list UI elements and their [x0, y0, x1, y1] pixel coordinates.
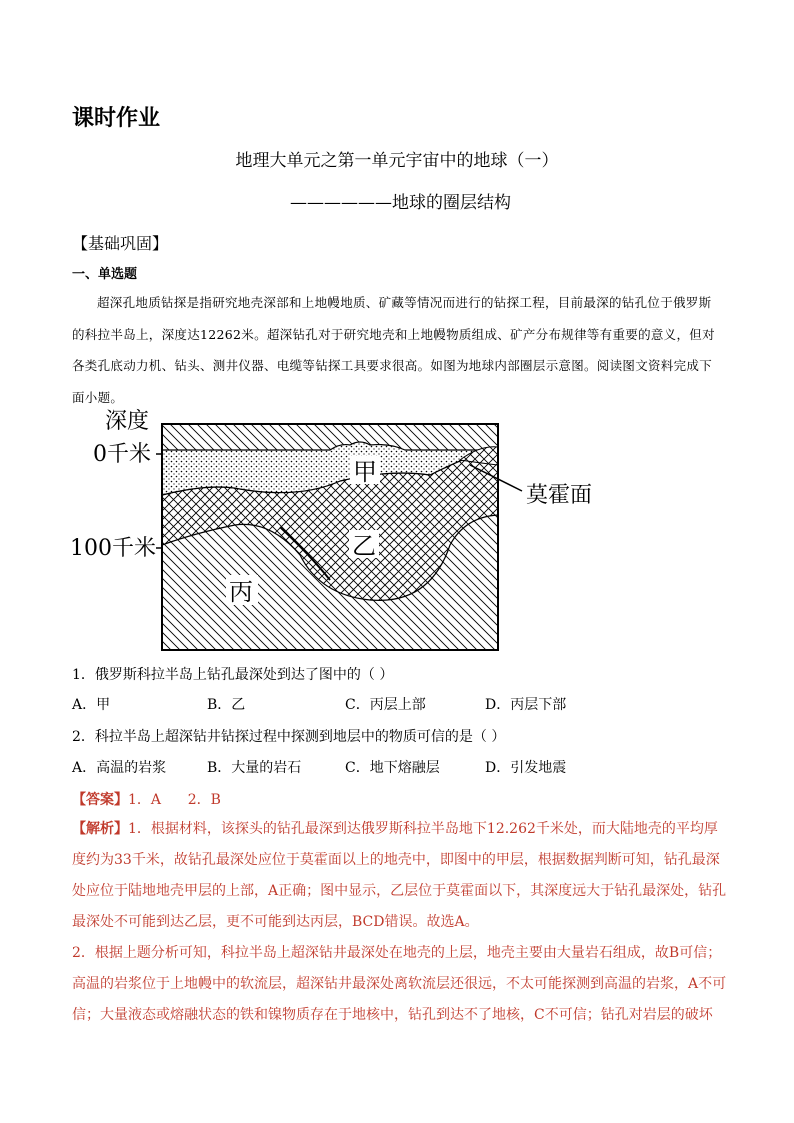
earth-layers-figure: [70, 405, 630, 660]
tick-100km: 100千米: [70, 536, 156, 561]
q2-option-b: B．大量的岩石: [207, 760, 302, 776]
q1-option-c: C．丙层上部: [345, 697, 426, 713]
q1-option-b: B．乙: [207, 697, 246, 713]
question-2-stem: 2．科拉半岛上超深钻井钻探过程中探测到地层中的物质可信的是（ ）: [72, 729, 506, 745]
layer-c-label: 丙: [229, 578, 253, 606]
q2-option-a: A．高温的岩浆: [72, 760, 167, 776]
depth-label: 深度: [105, 409, 150, 434]
reading-passage: 超深孔地质钻探是指研究地壳深部和上地幔地质、矿藏等情况而进行的钻探工程，目前最深的钻孔位于俄罗斯的科拉半岛上，深度达12262米。超深钻孔对于研究地壳和上地幔物质组成、矿产分布规律等有重要的意义，但对各类孔底动力机、钻头、测井仪器、电缆等钻探工具要求很高。如图为地球内部圈层示意图。阅读图文资料完成下面小题。: [72, 295, 715, 405]
q1-option-d: D．丙层下部: [485, 697, 567, 713]
q1-option-a: A．甲: [72, 697, 111, 713]
section-heading: 【基础巩固】: [72, 234, 169, 253]
q2-option-c: C．地下熔融层: [345, 760, 440, 776]
layer-b-label: 乙: [352, 532, 376, 560]
answer-label: 【答案】: [72, 792, 128, 808]
answer-text: 1．A 2．B: [128, 792, 221, 808]
tick-0km: 0千米: [93, 442, 151, 467]
analysis-paragraph-2: 2．根据上题分析可知，科拉半岛上超深钻井最深处在地壳的上层，地壳主要由大量岩石组成，故B可信；高温的岩浆位于上地幔中的软流层，超深钻井最深处离软流层还很远，不太可能探测到高温的岩浆，A不可信；大量液态或熔融状态的铁和镍物质存在于地核中，钻孔到达不了地核，C不可信；钻孔对岩层的破坏: [72, 945, 727, 1023]
q2-option-d: D．引发地震: [485, 760, 567, 776]
layer-a-label: 甲: [353, 458, 377, 486]
answer-line: [72, 789, 221, 809]
analysis-text-1: 1．根据材料，该探头的钻孔最深到达俄罗斯科拉半岛地下12.262千米处，而大陆地壳的平均厚度约为33千米，故钻孔最深处应位于莫霍面以上的地壳中，即图中的甲层，根据数据判断可知，钻孔最深处应位于陆地地壳甲层的上部，A正确；图中显示，乙层位于莫霍面以下，其深度远大于钻孔最深处，钻孔最深处不可能到达乙层，更不可能到达丙层，BCD错误。故选A。: [72, 821, 727, 930]
subsection-heading: 一、单选题: [72, 267, 138, 282]
analysis-paragraph-1: [72, 814, 727, 938]
page-title: 课时作业: [72, 106, 161, 131]
lesson-subtitle: ——————地球的圈层结构: [290, 193, 511, 213]
analysis-label: 【解析】: [72, 821, 128, 837]
question-1-stem: 1．俄罗斯科拉半岛上钻孔最深处到达了图中的（ ）: [72, 667, 394, 683]
lesson-title: 地理大单元之第一单元宇宙中的地球（一）: [235, 151, 559, 171]
moho-label: 莫霍面: [526, 483, 593, 508]
